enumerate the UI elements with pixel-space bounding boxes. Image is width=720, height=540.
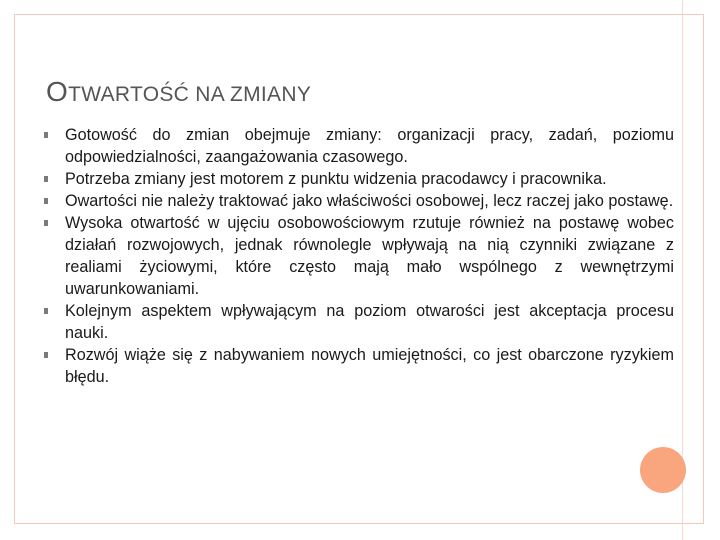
list-item-text: Gotowość do zmian obejmuje zmiany: organizacji pracy, zadań, poziomu odpowiedzialności, zaangażowania czasowego. [65, 126, 674, 166]
list-item [44, 212, 674, 300]
list-item [44, 168, 674, 190]
list-item [44, 300, 674, 344]
bullet-icon [44, 198, 48, 204]
bullet-icon [44, 352, 48, 358]
title-rest: TWARTOŚĆ NA ZMIANY [68, 83, 312, 106]
list-item-text: Kolejnym aspektem wpływającym na poziom otwarości jest akceptacja procesu nauki. [65, 302, 674, 342]
list-item [44, 190, 674, 212]
accent-circle [640, 447, 686, 493]
list-item-text: Potrzeba zmiany jest motorem z punktu widzenia pracodawcy i pracownika. [65, 170, 607, 188]
list-item [44, 344, 674, 388]
bullet-icon [44, 220, 48, 226]
list-item-text: Owartości nie należy traktować jako właściwości osobowej, lecz raczej jako postawę. [65, 192, 674, 210]
bullet-icon [44, 176, 48, 182]
bullet-icon [44, 132, 48, 138]
list-item-text: Wysoka otwartość w ujęciu osobowościowym rzutuje również na postawę wobec działań rozwojowych, jednak równolegle wpływają na nią czynniki związane z realiami życiowymi, które często mają mało wspólnego z wewnętrzymi uwarunkowaniami. [65, 214, 674, 298]
list-item [44, 124, 674, 168]
slide-title [46, 76, 311, 108]
list-item-text: Rozwój wiąże się z nabywaniem nowych umiejętności, co jest obarczone ryzykiem błędu. [65, 346, 674, 386]
title-first-letter: O [46, 76, 69, 107]
bullet-list [44, 124, 674, 388]
bullet-icon [44, 308, 48, 314]
